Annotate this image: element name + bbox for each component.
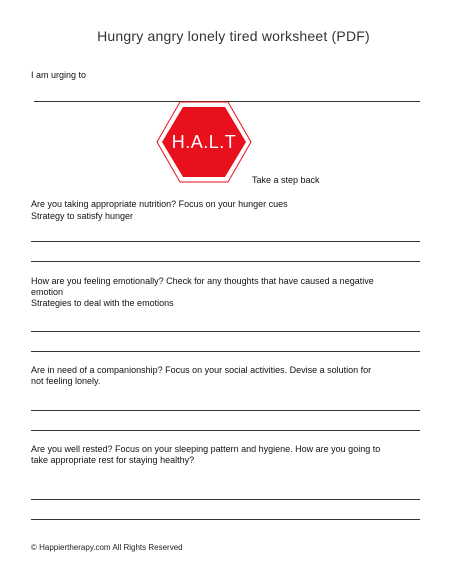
emotion-strategy-label: Strategies to deal with the emotions <box>31 298 174 308</box>
tired-answer-line-1 <box>31 499 420 500</box>
halt-stop-sign <box>156 101 252 183</box>
lonely-answer-line-1 <box>31 410 420 411</box>
emotion-answer-line-1 <box>31 331 420 332</box>
emotion-question-line1: How are you feeling emotionally? Check for any thoughts that have caused a negative <box>31 276 374 286</box>
copyright-footer: © Happiertherapy.com All Rights Reserved <box>31 543 183 552</box>
tired-question-line1: Are you well rested? Focus on your sleeping pattern and hygiene. How are you going to <box>31 444 381 454</box>
lonely-question-line2: not feeling lonely. <box>31 376 101 386</box>
step-back-label: Take a step back <box>252 175 320 185</box>
emotion-question-line2: emotion <box>31 287 64 297</box>
tired-answer-line-2 <box>31 519 420 520</box>
halt-sign-text: H.A.L.T <box>171 132 237 152</box>
hunger-answer-line-2 <box>31 261 420 262</box>
lonely-answer-line-2 <box>31 430 420 431</box>
emotion-answer-line-2 <box>31 351 420 352</box>
worksheet-title: Hungry angry lonely tired worksheet (PDF) <box>97 28 370 44</box>
tired-question-line2: take appropriate rest for staying healthy? <box>31 455 195 465</box>
urging-label: I am urging to <box>31 70 87 80</box>
hunger-question: Are you taking appropriate nutrition? Focus on your hunger cues <box>31 199 288 209</box>
hunger-answer-line-1 <box>31 241 420 242</box>
hunger-strategy-label: Strategy to satisfy hunger <box>31 211 134 221</box>
lonely-question-line1: Are in need of a companionship? Focus on your social activities. Devise a solution for <box>31 365 372 375</box>
